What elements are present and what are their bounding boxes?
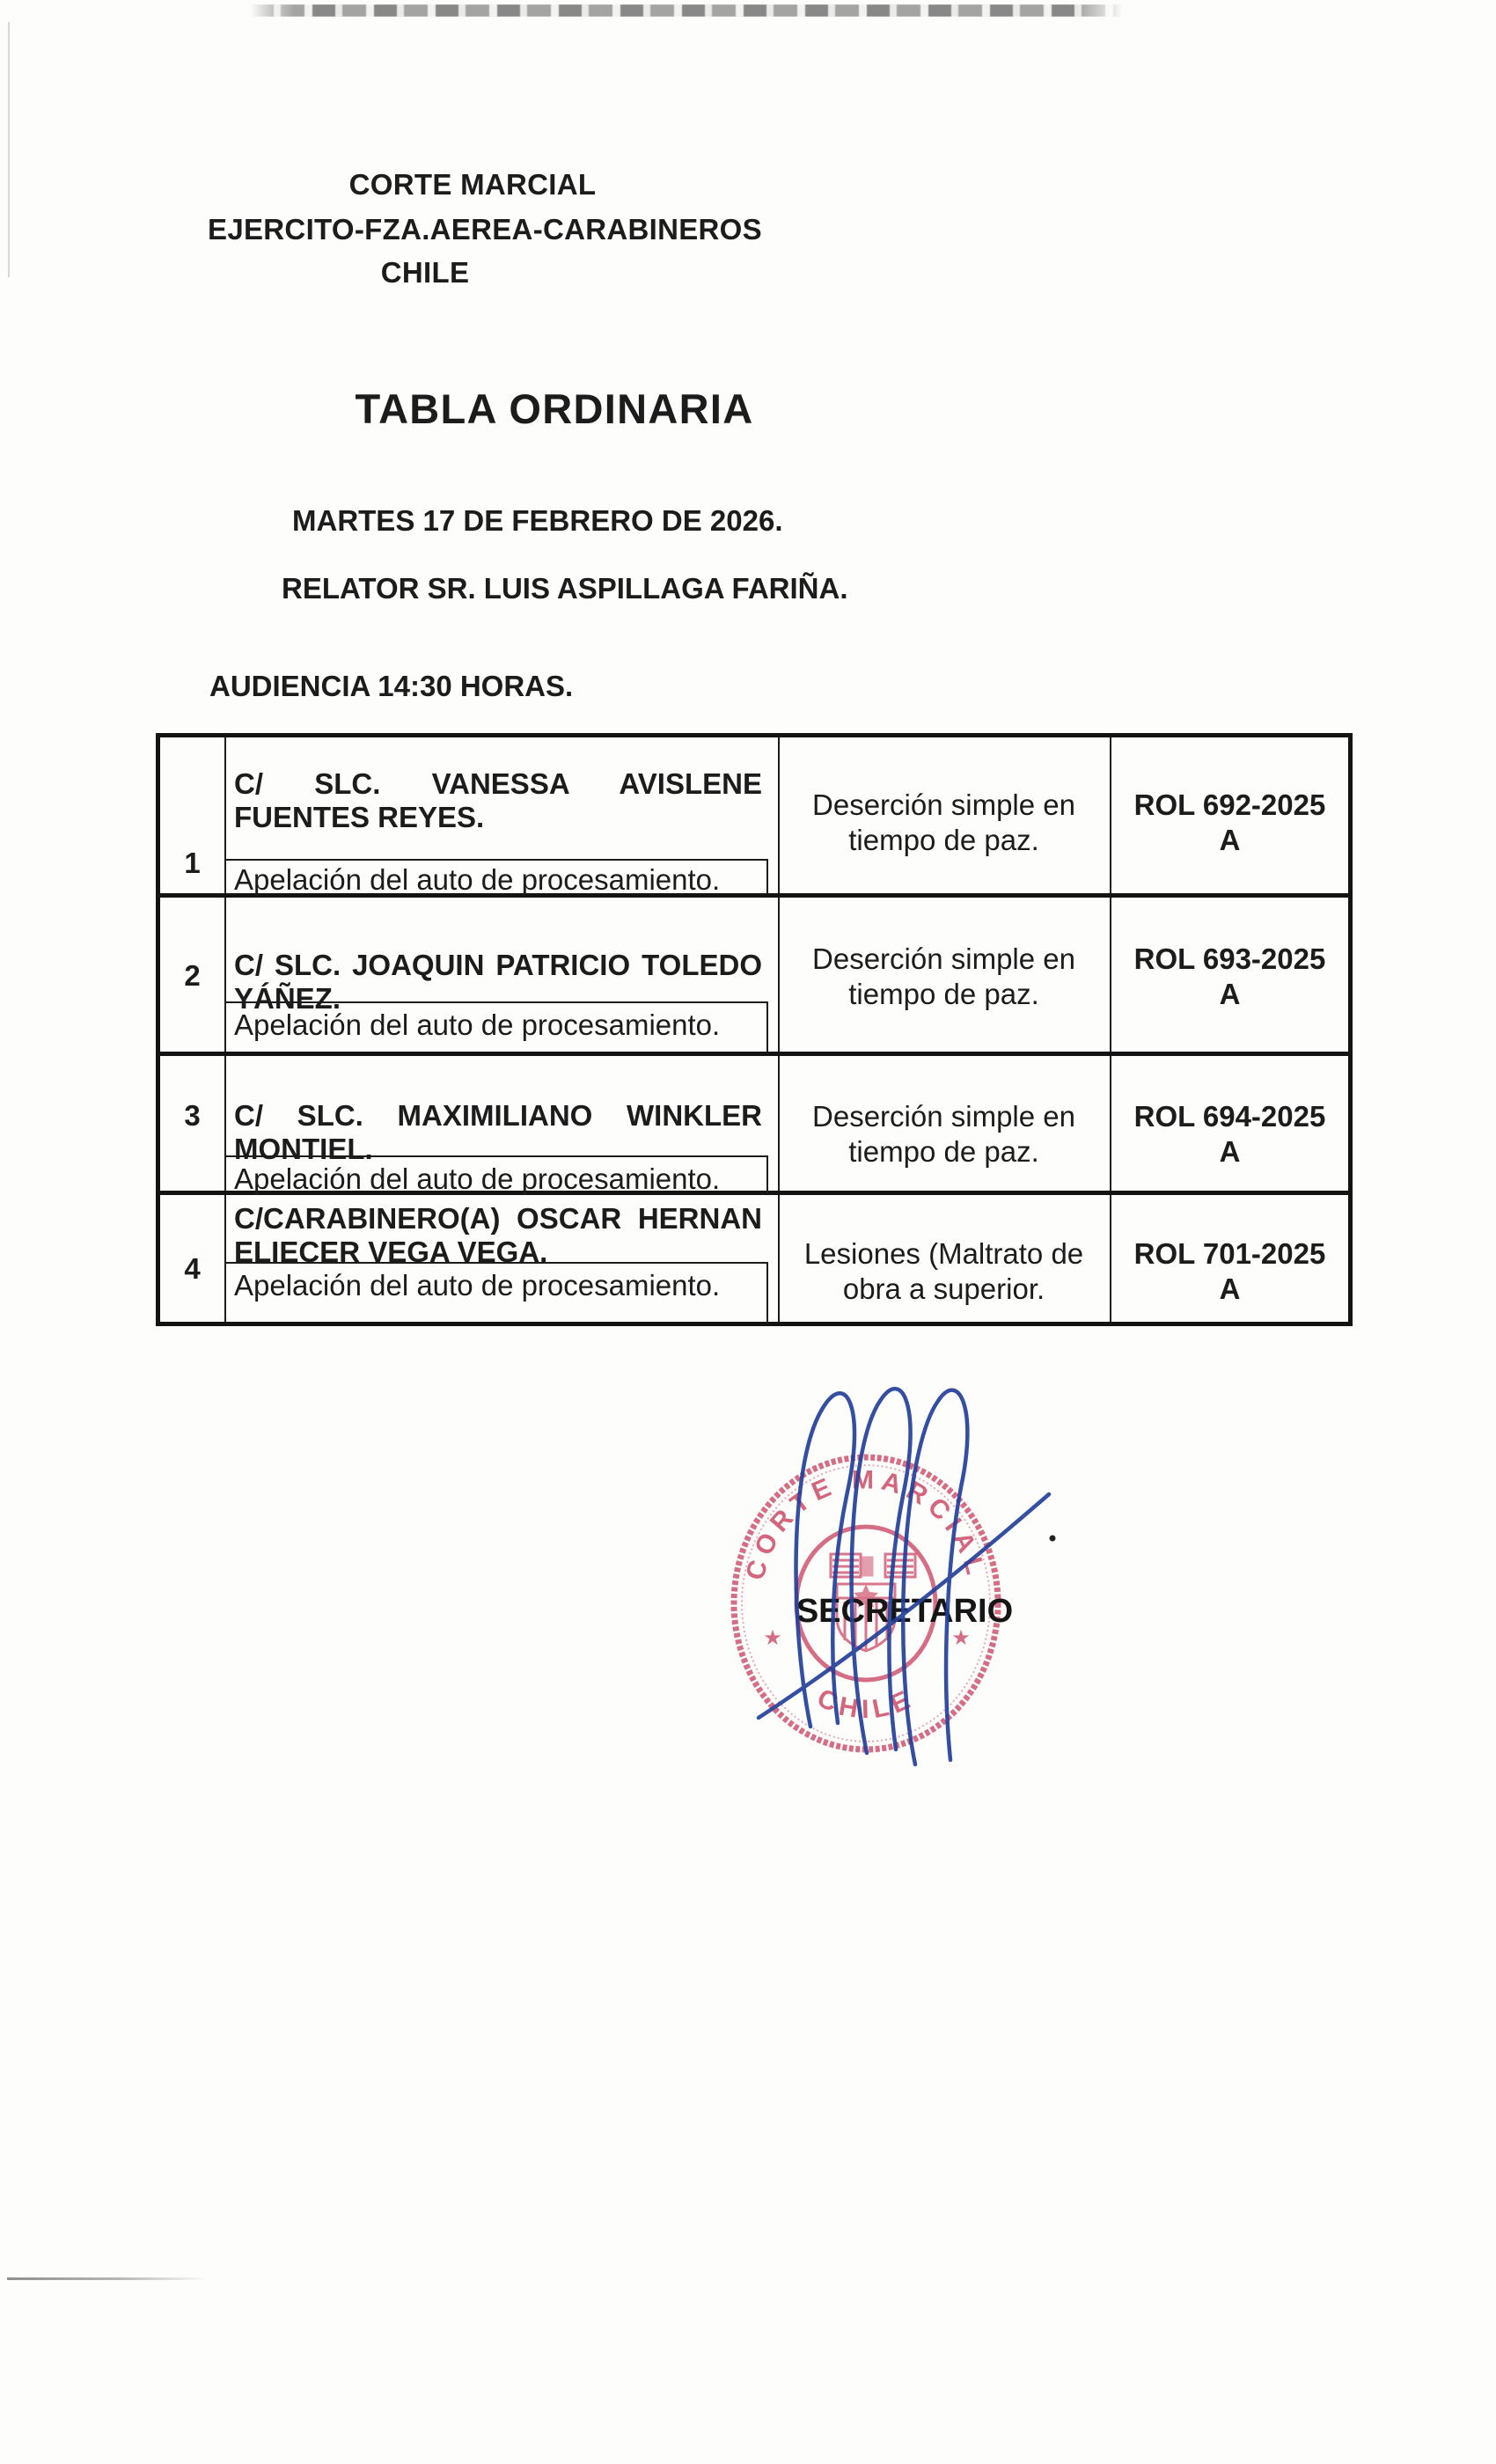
rol-letter: A — [1219, 824, 1241, 856]
case-name-line1: C/ SLC. MAXIMILIANO WINKLER — [234, 1099, 762, 1132]
motion-text: Apelación del auto de procesamiento. — [234, 1162, 721, 1195]
offense-line2: obra a superior. — [842, 1272, 1045, 1305]
official-stamp-and-signature — [686, 1355, 1109, 1813]
offense-line2: tiempo de paz. — [848, 978, 1039, 1010]
case-name-line2: ELIECER VEGA VEGA. — [234, 1236, 548, 1268]
case-name-line1: C/ SLC. VANESSA AVISLENE — [234, 767, 762, 800]
case-name-line2: MONTIEL. — [234, 1133, 373, 1165]
ink-dot — [1050, 1536, 1056, 1542]
letterhead-line-branches: EJERCITO-FZA.AEREA-CARABINEROS — [208, 213, 762, 246]
offense-text — [780, 1236, 1108, 1307]
docket-table — [156, 733, 1353, 1326]
rol-cell — [1111, 1099, 1348, 1170]
offense-line1: Deserción simple en — [812, 942, 1075, 975]
stamp-star-right-icon: ★ — [951, 1625, 971, 1650]
rol-cell — [1111, 788, 1348, 858]
rol-number: ROL 701-2025 — [1133, 1237, 1326, 1270]
svg-text:CHILE — [813, 1683, 920, 1725]
motion-text: Apelación del auto de procesamiento. — [234, 863, 721, 896]
offense-line2: tiempo de paz. — [848, 1135, 1039, 1168]
motion-text: Apelación del auto de procesamiento. — [234, 1269, 721, 1302]
offense-text — [780, 1099, 1108, 1170]
rol-number: ROL 694-2025 — [1133, 1100, 1326, 1133]
row-number: 4 — [184, 1252, 201, 1285]
rol-letter: A — [1219, 1272, 1241, 1305]
offense-line1: Lesiones (Maltrato de — [803, 1237, 1084, 1270]
rol-number: ROL 693-2025 — [1133, 942, 1326, 975]
case-name-line1: C/CARABINERO(A) OSCAR HERNAN — [234, 1202, 762, 1235]
rol-number: ROL 692-2025 — [1133, 788, 1326, 821]
rol-cell — [1111, 1236, 1348, 1307]
rol-letter: A — [1219, 1135, 1241, 1168]
stamp-ring-text-bottom: CHILE — [812, 1683, 920, 1725]
page-title: TABLA ORDINARIA — [355, 385, 754, 432]
scan-artifact-left-edge — [8, 22, 10, 277]
scan-artifact-bottom-line — [7, 2277, 208, 2280]
secretario-label: SECRETARIO — [796, 1593, 1014, 1630]
case-name-line1: C/ SLC. JOAQUIN PATRICIO TOLEDO — [234, 949, 762, 981]
row-number: 2 — [184, 959, 201, 992]
rol-cell — [1111, 942, 1348, 1012]
offense-text — [780, 788, 1108, 858]
case-name-line2: YÁÑEZ. — [234, 982, 341, 1015]
audiencia-line: AUDIENCIA 14:30 HORAS. — [209, 670, 574, 702]
offense-line2: tiempo de paz. — [848, 824, 1039, 856]
rol-letter: A — [1219, 978, 1241, 1010]
date-line: MARTES 17 DE FEBRERO DE 2026. — [292, 504, 783, 537]
row-number: 1 — [184, 847, 201, 879]
offense-line1: Deserción simple en — [812, 1100, 1075, 1133]
offense-text — [780, 942, 1108, 1012]
row-number: 3 — [184, 1099, 201, 1132]
letterhead-line-country: CHILE — [380, 256, 470, 289]
offense-line1: Deserción simple en — [812, 788, 1075, 821]
stamp-ring-text-top: CORTE MARCIAL — [740, 1465, 992, 1584]
scan-artifact-top-bar — [251, 4, 1122, 17]
case-name-line2: FUENTES REYES. — [234, 801, 485, 833]
letterhead-line-court: CORTE MARCIAL — [348, 168, 597, 201]
stamp-star-left-icon: ★ — [763, 1625, 782, 1650]
motion-text: Apelación del auto de procesamiento. — [234, 1008, 721, 1041]
relator-line: RELATOR SR. LUIS ASPILLAGA FARIÑA. — [282, 572, 848, 605]
